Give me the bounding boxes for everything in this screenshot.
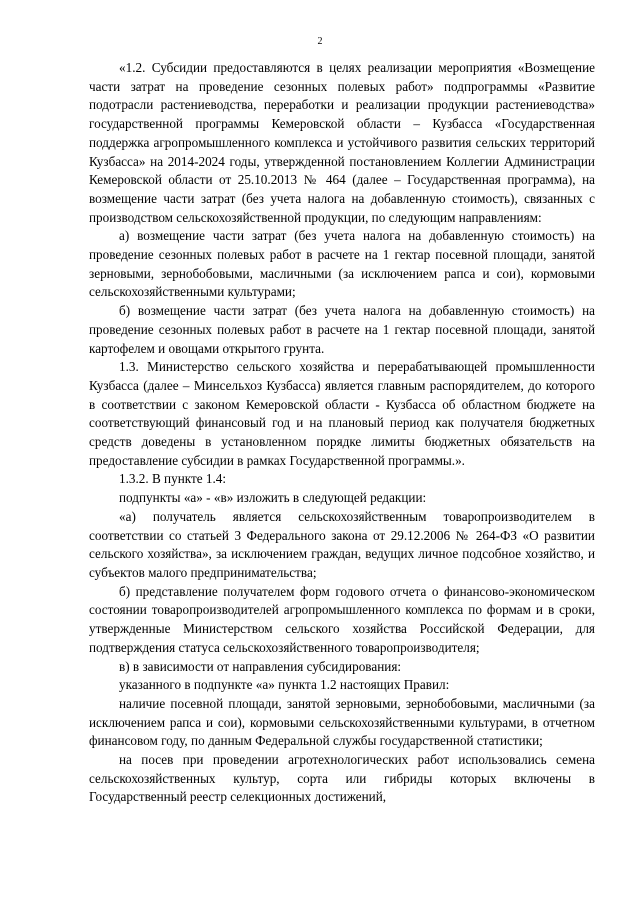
- document-body: [89, 59, 595, 807]
- paragraph-1-3-2: 1.3.2. В пункте 1.4:: [119, 471, 227, 487]
- paragraph-1-2-a: а) возмещение части затрат (без учета налога на добавленную стоимость) на проведение сезонных полевых работ в расчете на 1 гектар посевной площади, занятой зерновыми, зернобобовыми, масличными (за исключением рапса и сои), кормовыми сельскохозяйственными культурами;: [89, 228, 595, 300]
- paragraph-seeds: на посев при проведении агротехнологических работ использовались семена сельскохозяйственных культур, сорта или гибриды которых включены в Государственный реестр селекционных достижений,: [89, 752, 595, 805]
- paragraph-1-3: 1.3. Министерство сельского хозяйства и перерабатывающей промышленности Кузбасса (далее – Минсельхоз Кузбасса) является главным распорядителем, до которого в соответствии с законом Кемеровской области - Кузбасса об областном бюджете на соответствующий финансовый год и на плановый период как получателя бюджетных средств доведены в установленном порядке лимиты бюджетных обязательств на предоставление субсидии в рамках Государственной программы.».: [89, 359, 595, 468]
- paragraph-clause-b: б) представление получателем форм годового отчета о финансово-экономическом состоянии товаропроизводителей агропромышленного комплекса по формам и в сроки, утвержденные Министерством сельского хозяйства Российской Федерации, для подтверждения статуса сельскохозяйственного товаропроизводителя;: [89, 583, 595, 655]
- paragraph-clause-a: «а) получатель является сельскохозяйственным товаропроизводителем в соответствии со статьей 3 Федерального закона от 29.12.2006 № 264-ФЗ «О развитии сельского хозяйства», за исключением граждан, ведущих личное подсобное хозяйство, и субъектов малого предпринимательства;: [89, 508, 595, 580]
- paragraph-clause-v: в) в зависимости от направления субсидирования:: [119, 658, 402, 674]
- paragraph-1-2: «1.2. Субсидии предоставляются в целях реализации мероприятия «Возмещение части затрат на проведение сезонных полевых работ» подпрограммы «Развитие подотрасли растениеводства, переработки и реализации продукции растениеводства» государственной программы Кемеровской области – Кузбасса «Государственная поддержка агропромышленного комплекса и устойчивого развития сельских территорий Кузбасса» на 2014-2024 годы, утвержденной постановлением Коллегии Администрации Кемеровской области от 25.10.2013 № 464 (далее – Государственная программа), на возмещение части затрат (без учета налога на добавленную стоимость), связанных с производством сельскохозяйственной продукции, по следующим направлениям:: [89, 60, 595, 225]
- paragraph-sown-area: наличие посевной площади, занятой зерновыми, зернобобовыми, масличными (за исключением рапса и сои), кормовыми сельскохозяйственными культурами, в отчетном финансовом году, по данным Федеральной службы государственной статистики;: [89, 695, 595, 749]
- paragraph-subclauses-intro: подпункты «а» - «в» изложить в следующей редакции:: [119, 490, 427, 506]
- page-number: 2: [317, 36, 323, 47]
- paragraph-clause-v-intro: указанного в подпункте «а» пункта 1.2 настоящих Правил:: [119, 677, 450, 693]
- paragraph-1-2-b: б) возмещение части затрат (без учета налога на добавленную стоимость) на проведение сезонных полевых работ в расчете на 1 гектар посевной площади, занятой картофелем и овощами открытого грунта.: [89, 303, 595, 356]
